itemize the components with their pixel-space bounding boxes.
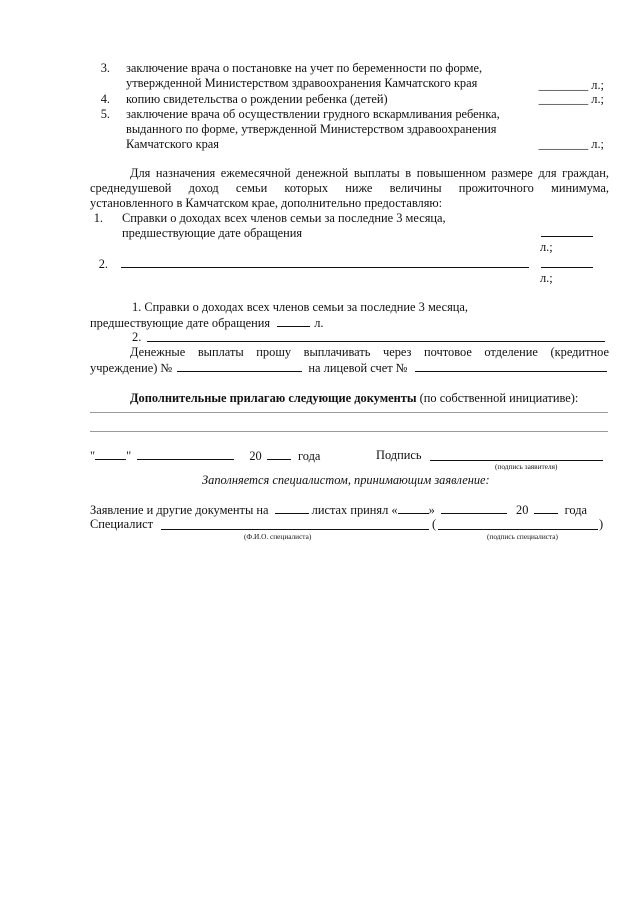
payment-text: на лицевой счет № [308, 361, 408, 375]
list-item-text: 1. Справки о доходах всех членов семьи за последние 3 месяца, [132, 300, 469, 314]
open-paren: ( [432, 517, 437, 531]
accept-year-field[interactable] [534, 502, 558, 514]
specialist-label: Специалист [90, 517, 153, 531]
heading-rest: (по собственной инициативе): [416, 391, 579, 405]
year-suffix: года [297, 449, 321, 463]
list-item-text: предшествующие дате обращения [122, 226, 303, 240]
list-item-text [90, 315, 323, 331]
list-item-text: копию свидетельства о рождении ребенка (детей) [126, 92, 388, 106]
payment-text: учреждение) № [90, 361, 173, 375]
sheet-unit: л. [314, 316, 324, 330]
list-item-number: 4. [100, 92, 110, 106]
list-item-text: заключение врача об осуществлении грудного вскармливания ребенка, [126, 107, 500, 121]
applicant-signature-field[interactable] [430, 460, 603, 461]
specialist-note: Заполняется специалистом, принимающим заявление: [202, 473, 490, 487]
fio-caption: (Ф.И.О. специалиста) [244, 532, 312, 541]
sheets-count-field[interactable] [275, 502, 309, 514]
list-item-text: Камчатского края [126, 137, 219, 151]
list-item-number: 2. [98, 257, 108, 271]
sheet-count-blank[interactable]: ________ л.; [538, 137, 604, 151]
quote-open: " [90, 449, 96, 463]
sheet-count-blank[interactable]: ________ л.; [538, 78, 604, 92]
year-prefix: 20 [249, 449, 262, 463]
date-field-group [90, 448, 320, 464]
close-paren: ) [599, 517, 604, 531]
extra-docs-line[interactable] [90, 412, 608, 413]
list-item-text: утвержденной Министерством здравоохранения Камчатского края [126, 76, 478, 90]
list-item-number: 2. [132, 330, 142, 344]
paragraph-line: среднедушевой доход семьи которых ниже величины прожиточного минимума, [90, 181, 609, 195]
sheet-count-line[interactable] [541, 267, 593, 268]
sheet-count-blank[interactable]: ________ л.; [538, 92, 604, 106]
year-prefix: 20 [516, 503, 529, 517]
document-name-line[interactable] [121, 267, 529, 268]
signature-caption: (подпись заявителя) [495, 462, 558, 471]
day-field[interactable] [95, 448, 126, 460]
year-suffix: года [564, 503, 588, 517]
list-item-number: 5. [100, 107, 110, 121]
sheet-unit: л.; [540, 240, 553, 254]
sheet-count-line[interactable] [277, 315, 310, 327]
list-item-number: 1. [93, 211, 103, 225]
document-name-line[interactable] [147, 341, 605, 342]
account-number-field[interactable] [415, 360, 607, 372]
extra-docs-heading [130, 391, 578, 406]
month-field[interactable] [137, 448, 234, 460]
paragraph-line: Для назначения ежемесячной денежной выплаты в повышенном размере для граждан, [130, 166, 609, 180]
acceptance-text: » [428, 503, 435, 517]
heading-bold: Дополнительные прилагаю следующие документы [130, 391, 417, 405]
list-item-text: заключение врача о постановке на учет по беременности по форме, [126, 61, 483, 75]
institution-number-field[interactable] [177, 360, 302, 372]
acceptance-line [90, 502, 587, 518]
specialist-name-field[interactable] [161, 529, 429, 530]
accept-month-field[interactable] [441, 502, 507, 514]
sheet-count-line[interactable] [541, 236, 593, 237]
accept-day-field[interactable] [398, 502, 429, 514]
quote-close: " [126, 449, 132, 463]
signature-label: Подпись [376, 448, 422, 462]
extra-docs-line[interactable] [90, 431, 608, 432]
list-item-text: Справки о доходах всех членов семьи за последние 3 месяца, [122, 211, 446, 225]
paragraph-line: установленного в Камчатском крае, дополнительно предоставляю: [90, 196, 443, 210]
specialist-sign-caption: (подпись специалиста) [487, 532, 558, 541]
year-field[interactable] [267, 448, 291, 460]
list-item-text-part: предшествующие дате обращения [90, 316, 271, 330]
list-item-text: выданного по форме, утвержденной Министерством здравоохранения [126, 122, 497, 136]
sheet-unit: л.; [540, 271, 553, 285]
list-item-number: 3. [100, 61, 110, 75]
specialist-signature-field[interactable] [438, 529, 598, 530]
paragraph-line [90, 360, 607, 376]
paragraph-line: Денежные выплаты прошу выплачивать через почтовое отделение (кредитное [130, 345, 609, 359]
acceptance-text: листах принял « [311, 503, 398, 517]
acceptance-text: Заявление и другие документы на [90, 503, 269, 517]
